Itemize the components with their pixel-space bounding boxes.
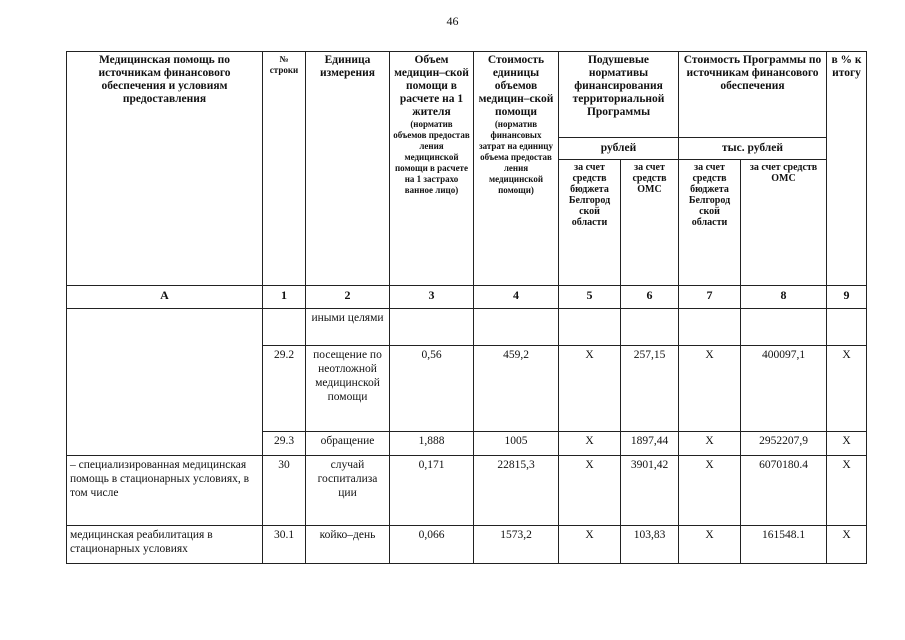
financing-table xyxy=(66,51,867,564)
column-number: 5 xyxy=(559,286,621,309)
column-number: 3 xyxy=(390,286,474,309)
header-program-oms: за счет средств ОМС xyxy=(741,160,827,286)
table-row xyxy=(67,526,867,564)
header-col-cost xyxy=(474,52,559,286)
column-number: А xyxy=(67,286,263,309)
table-row xyxy=(67,309,867,346)
row-program-oms: 2952207,9 xyxy=(741,432,827,456)
row-unit: обращение xyxy=(306,432,390,456)
row-per-capita-budget: Х xyxy=(559,456,621,526)
header-program-budget: за счет средств бюджета Белгород ской области xyxy=(679,160,741,286)
column-number-row xyxy=(67,286,867,309)
header-col-a: Медицинская помощь по источникам финансового обеспечения и условиям предоставления xyxy=(67,52,263,286)
row-percent: Х xyxy=(827,346,867,432)
column-number: 4 xyxy=(474,286,559,309)
row-number: 30 xyxy=(263,456,306,526)
header-volume-sub: (норматив объемов предостав ления медицинской помощи в расчете на 1 застрахо ванное лицо) xyxy=(393,119,470,195)
header-col-volume xyxy=(390,52,474,286)
row-per-capita-budget: Х xyxy=(559,432,621,456)
row-per-capita-oms: 3901,42 xyxy=(621,456,679,526)
header-col-row-no: № строки xyxy=(263,52,306,286)
row-volume: 0,56 xyxy=(390,346,474,432)
row-program-oms xyxy=(741,309,827,346)
row-program-budget xyxy=(679,309,741,346)
row-volume xyxy=(390,309,474,346)
row-name: – специализированная медицинская помощь в стационарных условиях, в том числе xyxy=(67,456,263,526)
column-number: 1 xyxy=(263,286,306,309)
row-number: 29.3 xyxy=(263,432,306,456)
row-number: 30.1 xyxy=(263,526,306,564)
row-number xyxy=(263,309,306,346)
header-row-top xyxy=(67,52,867,138)
row-number: 29.2 xyxy=(263,346,306,432)
column-number: 6 xyxy=(621,286,679,309)
row-unit: иными целями xyxy=(306,309,390,346)
row-per-capita-budget xyxy=(559,309,621,346)
row-program-oms: 400097,1 xyxy=(741,346,827,432)
row-program-oms: 6070180.4 xyxy=(741,456,827,526)
row-per-capita-oms: 103,83 xyxy=(621,526,679,564)
row-per-capita-oms xyxy=(621,309,679,346)
row-unit: койко–день xyxy=(306,526,390,564)
row-cost: 459,2 xyxy=(474,346,559,432)
page-number: 46 xyxy=(446,14,459,28)
row-cost: 1573,2 xyxy=(474,526,559,564)
row-per-capita-oms: 257,15 xyxy=(621,346,679,432)
row-percent: Х xyxy=(827,526,867,564)
row-program-budget: Х xyxy=(679,346,741,432)
header-cost-main: Стоимость единицы объемов медицин–ской помощи xyxy=(478,54,554,118)
column-number: 8 xyxy=(741,286,827,309)
column-number: 9 xyxy=(827,286,867,309)
header-unit-thousand-rub: тыс. рублей xyxy=(679,138,827,160)
header-unit-rub: рублей xyxy=(559,138,679,160)
header-cost-sub: (норматив финансовых затрат на единицу объема предостав ления медицинской помощи) xyxy=(479,119,553,195)
row-volume: 0,171 xyxy=(390,456,474,526)
row-name: медицинская реабилитация в стационарных условиях xyxy=(67,526,263,564)
row-cost: 22815,3 xyxy=(474,456,559,526)
header-col-per-capita: Подушевые нормативы финансирования территориальной Программы xyxy=(559,52,679,138)
table-row xyxy=(67,456,867,526)
row-cost xyxy=(474,309,559,346)
column-number: 7 xyxy=(679,286,741,309)
column-number: 2 xyxy=(306,286,390,309)
row-per-capita-oms: 1897,44 xyxy=(621,432,679,456)
header-per-capita-oms: за счет средств ОМС xyxy=(621,160,679,286)
row-volume: 1,888 xyxy=(390,432,474,456)
row-program-oms: 161548.1 xyxy=(741,526,827,564)
row-name xyxy=(67,309,263,456)
row-cost: 1005 xyxy=(474,432,559,456)
row-unit: случай госпитализа ции xyxy=(306,456,390,526)
row-program-budget: Х xyxy=(679,526,741,564)
row-volume: 0,066 xyxy=(390,526,474,564)
row-unit: посещение по неотложной медицинской помощи xyxy=(306,346,390,432)
row-program-budget: Х xyxy=(679,456,741,526)
header-col-percent: в % к итогу xyxy=(827,52,867,286)
row-program-budget: Х xyxy=(679,432,741,456)
row-percent: Х xyxy=(827,456,867,526)
header-col-program-cost: Стоимость Программы по источникам финансового обеспечения xyxy=(679,52,827,138)
header-per-capita-budget: за счет средств бюджета Белгород ской области xyxy=(559,160,621,286)
header-volume-main: Объем медицин–ской помощи в расчете на 1 жителя xyxy=(394,54,469,118)
row-per-capita-budget: Х xyxy=(559,346,621,432)
header-col-unit: Единица измерения xyxy=(306,52,390,286)
row-per-capita-budget: Х xyxy=(559,526,621,564)
row-percent xyxy=(827,309,867,346)
row-percent: Х xyxy=(827,432,867,456)
